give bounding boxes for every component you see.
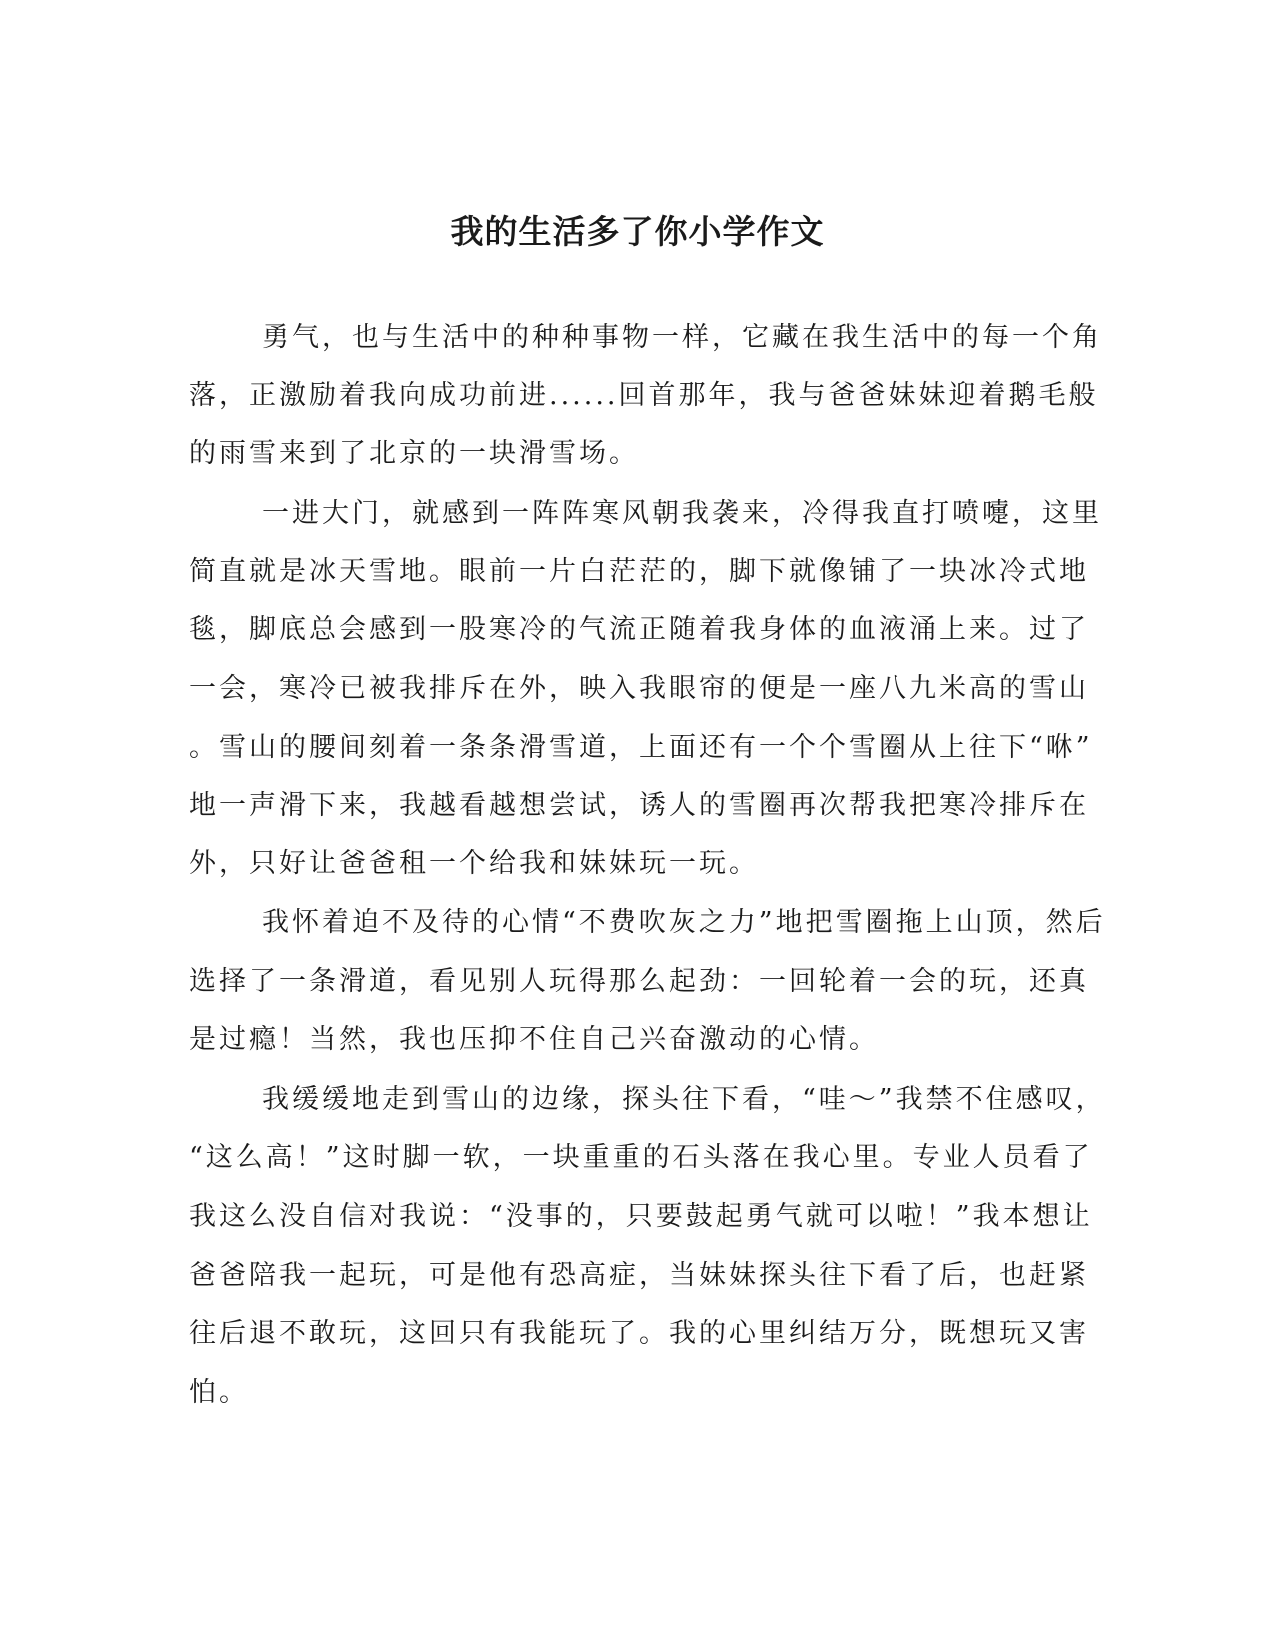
paragraph-2-line-1: 一进大门，就感到一阵阵寒风朝我袭来，冷得我直打喷嚏，这里 (262, 498, 1102, 529)
paragraph-3-line-2: 选择了一条滑道，看见别人玩得那么起劲：一回轮着一会的玩，还真 (189, 966, 1089, 997)
paragraph-4-line-4: 爸爸陪我一起玩，可是他有恐高症，当妹妹探头往下看了后，也赶紧 (189, 1260, 1089, 1291)
paragraph-4-line-2: “这么高！”这时脚一软，一块重重的石头落在我心里。专业人员看了 (189, 1142, 1093, 1173)
paragraph-2-line-3: 毯，脚底总会感到一股寒冷的气流正随着我身体的血液涌上来。过了 (189, 614, 1089, 645)
paragraph-2-line-4: 一会，寒冷已被我排斥在外，映入我眼帘的便是一座八九米高的雪山 (189, 673, 1089, 704)
paragraph-4-line-3: 我这么没自信对我说：“没事的，只要鼓起勇气就可以啦！”我本想让 (189, 1201, 1093, 1232)
paragraph-2-line-7: 外，只好让爸爸租一个给我和妹妹玩一玩。 (189, 848, 759, 879)
paragraph-3-line-1: 我怀着迫不及待的心情“不费吹灰之力”地把雪圈拖上山顶，然后 (262, 907, 1106, 938)
paragraph-3-line-3: 是过瘾！当然，我也压抑不住自己兴奋激动的心情。 (189, 1024, 879, 1055)
paragraph-4-line-1: 我缓缓地走到雪山的边缘，探头往下看，“哇～”我禁不住感叹， (262, 1084, 1106, 1115)
paragraph-4-line-6: 怕。 (189, 1377, 249, 1408)
paragraph-2-line-6: 地一声滑下来，我越看越想尝试，诱人的雪圈再次帮我把寒冷排斥在 (189, 790, 1089, 821)
paragraph-1-line-3: 的雨雪来到了北京的一块滑雪场。 (189, 438, 639, 469)
paragraph-1-line-1: 勇气，也与生活中的种种事物一样，它藏在我生活中的每一个角 (262, 322, 1102, 353)
paragraph-4-line-5: 往后退不敢玩，这回只有我能玩了。我的心里纠结万分，既想玩又害 (189, 1318, 1089, 1349)
paragraph-1-line-2: 落，正激励着我向成功前进......回首那年，我与爸爸妹妹迎着鹅毛般 (189, 380, 1099, 411)
document-title: 我的生活多了你小学作文 (450, 212, 825, 251)
paragraph-2-line-2: 简直就是冰天雪地。眼前一片白茫茫的，脚下就像铺了一块冰冷式地 (189, 556, 1089, 587)
paragraph-2-line-5: 。雪山的腰间刻着一条条滑雪道，上面还有一个个雪圈从上往下“咻” (189, 732, 1093, 763)
